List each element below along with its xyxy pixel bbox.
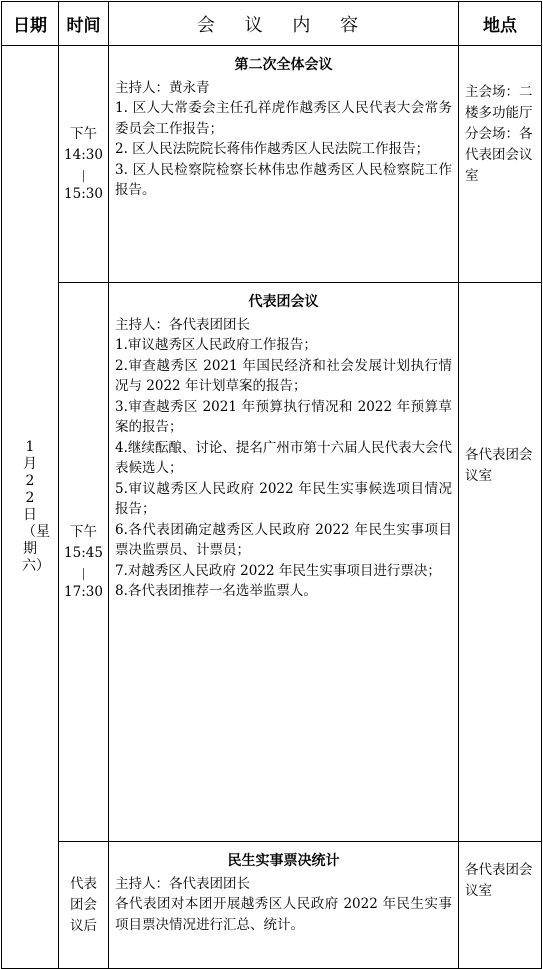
location-cell (459, 842, 542, 969)
header-time: 时间 (59, 2, 109, 46)
session-row-2 (2, 283, 542, 842)
time-separator: | (81, 565, 86, 580)
location-cell (459, 46, 542, 283)
session-row-3 (2, 842, 542, 969)
agenda-item: 3. 区人民检察院检察长林伟忠作越秀区人民检察院工作报告。 (115, 161, 452, 198)
session-title: 第二次全体会议 (234, 57, 333, 73)
time-cell (59, 46, 109, 283)
location-text: 各代表团会议室 (465, 862, 533, 899)
date-text: 1月22日（星期六） (22, 439, 50, 574)
time-start: 14:30 (64, 146, 103, 163)
session-title: 代表团会议 (248, 294, 319, 310)
agenda-item: 6.各代表团确定越秀区人民政府 2022 年民生实事项目票决监票员、计票员； (115, 521, 452, 558)
header-row (2, 2, 542, 46)
agenda-item: 7.对越秀区人民政府 2022 年民生实事项目进行票决； (115, 562, 441, 579)
session-host: 主持人：各代表团团长 (115, 875, 250, 892)
agenda-item: 1. 区人大常委会主任孔祥虎作越秀区人民代表大会常务委员会工作报告； (115, 100, 452, 137)
date-cell (2, 46, 59, 969)
agenda-item: 4.继续酝酿、讨论、提名广州市第十六届人民代表大会代表候选人； (115, 439, 452, 476)
time-separator: | (81, 167, 86, 182)
agenda-item: 5.审议越秀区人民政府 2022 年民生实事候选项目情况报告； (115, 480, 452, 517)
time-cell (59, 842, 109, 969)
session-title: 民生实事票决统计 (227, 853, 340, 869)
session-row-1 (2, 46, 542, 283)
session-host: 主持人：各代表团团长 (115, 316, 250, 333)
time-end: 15:30 (64, 185, 103, 202)
header-location: 地点 (459, 2, 542, 46)
time-prefix: 下午 (70, 523, 97, 540)
agenda-item: 8.各代表团推荐一名选举监票人。 (115, 583, 317, 599)
location-text: 各代表团会议室 (465, 447, 533, 484)
time-start: 15:45 (64, 544, 103, 561)
location-text: 主会场：二楼多功能厅 分会场：各代表团会议室 (465, 84, 533, 184)
agenda-item: 1.审议越秀区人民政府工作报告； (115, 337, 317, 353)
schedule-table (1, 1, 542, 969)
time-end: 17:30 (64, 583, 103, 600)
agenda-item: 2. 区人民法院院长蒋伟作越秀区人民法院工作报告； (115, 141, 430, 157)
content-cell (109, 283, 459, 842)
header-content: 会 议 内 容 (109, 2, 459, 46)
agenda-item: 3.审查越秀区 2021 年预算执行情况和 2022 年预算草案的报告； (115, 398, 452, 435)
agenda-item: 各代表团对本团开展越秀区人民政府 2022 年民生实事项目票决情况进行汇总、统计。 (115, 896, 452, 933)
agenda-item: 2.审查越秀区 2021 年国民经济和社会发展计划执行情况与 2022 年计划草案的报告； (115, 357, 452, 394)
header-date: 日期 (2, 2, 59, 46)
location-cell (459, 283, 542, 842)
time-prefix: 下午 (70, 125, 97, 142)
session-host: 主持人：黄永青 (115, 79, 210, 96)
content-cell (109, 842, 459, 969)
time-cell (59, 283, 109, 842)
time-label: 代表团会议后 (70, 875, 97, 934)
content-cell (109, 46, 459, 283)
